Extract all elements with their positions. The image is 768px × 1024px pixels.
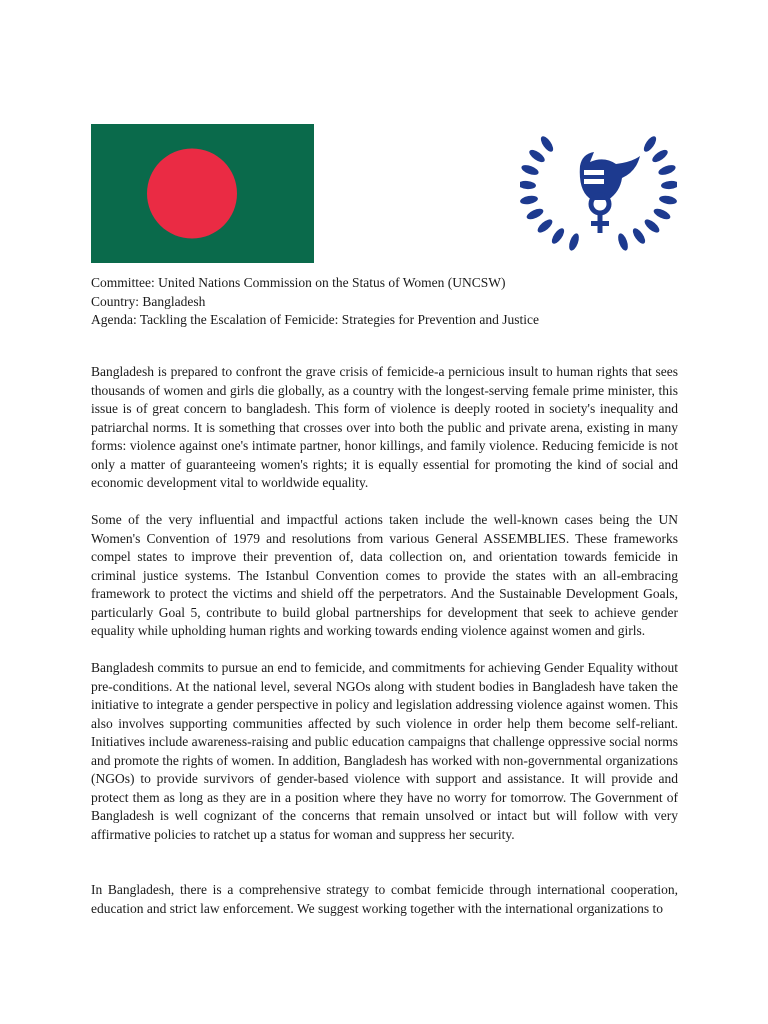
paragraph-2: Some of the very influential and impactful actions taken include the well-known cases being the UN Women's Convention of 1979 and resolutions from various General ASSEMBLIES. These frameworks compel states to improve their prevention of, data collection on, and orientation towards femicide in criminal justice systems. The Istanbul Convention comes to provide the states with an all-embracing framework to protect the victims and shield off the perpetrators. And the Sustainable Development Goals, particularly Goal 5, contribute to build global partnerships for development that seek to achieve gender equality while upholding human rights and working towards ending violence against women and girls. bbox=[91, 512, 678, 638]
un-women-emblem-image bbox=[520, 126, 677, 253]
committee-line: Committee: United Nations Commission on the Status of Women (UNCSW) bbox=[91, 275, 506, 290]
bangladesh-flag-image bbox=[91, 124, 314, 263]
laurel-wreath-left bbox=[520, 134, 581, 251]
paragraph-4: In Bangladesh, there is a comprehensive strategy to combat femicide through international cooperation, education and strict law enforcement. We suggest working together with the international organizations to bbox=[91, 882, 678, 916]
document-header bbox=[91, 274, 691, 330]
flag-disc bbox=[147, 149, 237, 239]
paragraph-1: Bangladesh is prepared to confront the grave crisis of femicide-a pernicious insult to human rights that sees thousands of women and girls die globally, as a country with the longest-serving female prime minister, this issue is of great concern to bangladesh. This form of violence is deeply rooted in society's inequality and patriarchal norms. It is something that crosses over into both the public and private arena, existing in many forms: violence against one's intimate partner, honor killings, and family violence. Reducing femicide is not only a matter of guaranteeing women's rights; it is equally essential for promoting the kind of social and economic development vital to worldwide equality. bbox=[91, 364, 678, 490]
paragraph-3: Bangladesh commits to pursue an end to femicide, and commitments for achieving Gender Equality without pre-conditions. At the national level, several NGOs along with student bodies in Bangladesh have taken the initiative to integrate a gender perspective in policy and legislation addressing violence against women. This also involves supporting communities affected by such violence in order help them become self-reliant. Initiatives include awareness-raising and public education campaigns that challenge oppressive social norms and promote the rights of women. In addition, Bangladesh has worked with non-governmental organizations (NGOs) to provide survivors of gender-based violence with support and assistance. It will provide and protect them as long as they are in a position where they have no worry for tomorrow. The Government of Bangladesh is well cognizant of the concerns that remain unsolved or intact but will follow with very affirmative policies to ratchet up a status for woman and suppress her security. bbox=[91, 660, 678, 842]
country-line: Country: Bangladesh bbox=[91, 293, 206, 309]
document-body bbox=[91, 363, 678, 918]
agenda-line: Agenda: Tackling the Escalation of Femicide: Strategies for Prevention and Justice bbox=[91, 312, 539, 327]
laurel-wreath-right bbox=[616, 134, 677, 251]
emblem-center bbox=[580, 152, 640, 233]
